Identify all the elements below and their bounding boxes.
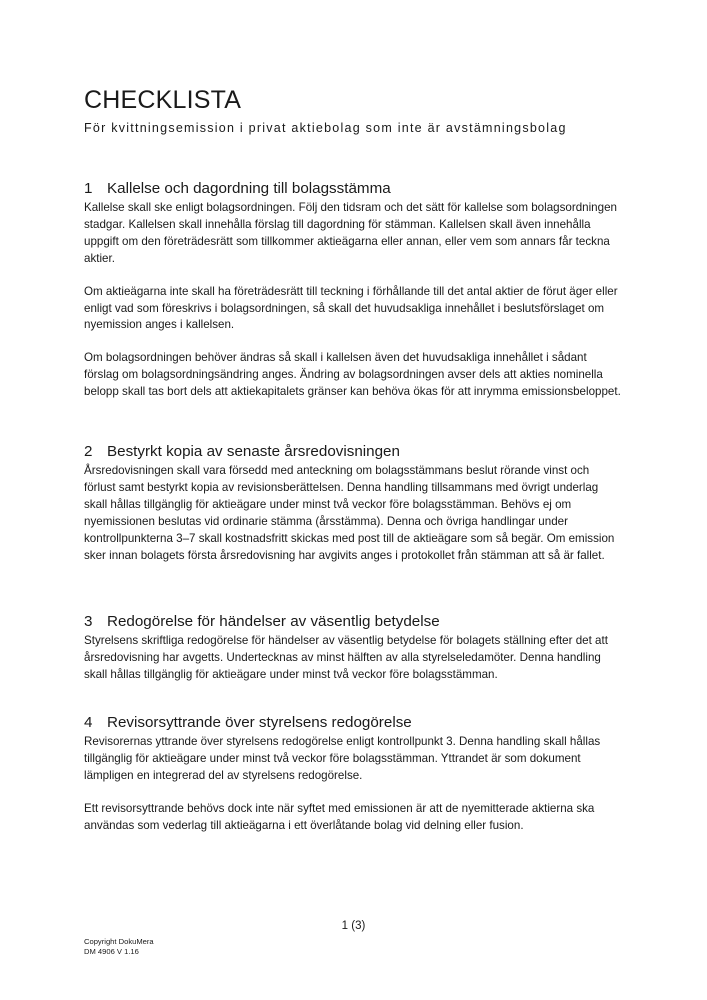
section-title: Revisorsyttrande över styrelsens redogörelse	[107, 714, 412, 731]
section-3	[84, 613, 624, 700]
section-heading	[84, 613, 624, 630]
section-2	[84, 443, 624, 580]
document-id: DM 4906 V 1.16	[84, 947, 139, 956]
document-subtitle: För kvittningsemission i privat aktiebolag som inte är avstämningsbolag	[84, 121, 567, 135]
section-heading	[84, 180, 624, 197]
paragraph: Ett revisorsyttrande behövs dock inte när syftet med emissionen är att de nyemitterade aktierna ska användas som vederlag till aktieägarna i ett överlåtande bolag vid delning eller fusion.	[84, 801, 595, 832]
paragraph: Styrelsens skriftliga redogörelse för händelser av väsentlig betydelse för bolagets ställning efter det att årsredovisning har avgetts. Undertecknas av minst hälften av alla styrelseledamöter. Denna handling skall hållas tillgänglig för aktieägare under minst två veckor före bolagsstämman.	[84, 634, 608, 681]
section-heading	[84, 443, 624, 460]
section-title: Redogörelse för händelser av väsentlig betydelse	[107, 613, 440, 630]
copyright-text: Copyright DokuMera	[84, 937, 154, 946]
paragraph: Om bolagsordningen behöver ändras så skall i kallelsen även det huvudsakliga innehållet i sådant förslag om bolagsordningsändring anges. Ändring av bolagsordningen avser dels att akties nominella belopp skall tas bort dels att aktiekapitalets gränser kan behöva ökas för att inrymma emissionsbeloppet.	[84, 351, 621, 399]
section-heading	[84, 714, 624, 731]
paragraph: Kallelse skall ske enligt bolagsordningen. Följ den tidsram och det sätt för kallelse som bolagsordningen stadgar. Kallelsen skall innehålla förslag till dagordning för stämman. Kallelsen skall även innehålla uppgift om den företrädesrätt som tillkommer aktieägarna eller annan, eller vem som annars får teckna aktier.	[84, 201, 617, 265]
page-number: 1 (3)	[341, 920, 366, 932]
document-title: CHECKLISTA	[84, 86, 242, 114]
section-number: 3	[84, 613, 93, 630]
paragraph: Årsredovisningen skall vara försedd med anteckning om bolagsstämmans beslut rörande vinst och förlust samt bestyrkt kopia av revisionsberättelsen. Denna handling tillsammans med övrigt underlag skall hållas tillgänglig för aktieägare under minst två veckor före bolagsstämman. Behövs ej om nyemissionen beslutas vid ordinarie stämma (årsstämma). Denna och övriga handlingar under kontrollpunkterna 3–7 skall kostnadsfritt skickas med post till de aktieägare som så begär. Om emission sker innan bolagets första årsredovisning har avgivits anges i protokollet från stämman att så är fallet.	[84, 464, 615, 562]
section-title: Kallelse och dagordning till bolagsstämma	[107, 180, 391, 197]
paragraph: Om aktieägarna inte skall ha företrädesrätt till teckning i förhållande till det antal aktier de förut äger eller enligt vad som föreskrivs i bolagsordningen, så skall det huvudsakliga innehållet i beslutsförslaget om nyemission anges i kallelsen.	[84, 284, 618, 332]
section-1	[84, 180, 624, 417]
section-4	[84, 714, 624, 851]
footer	[84, 937, 154, 957]
section-number: 2	[84, 443, 93, 460]
paragraph: Revisorernas yttrande över styrelsens redogörelse enligt kontrollpunkt 3. Denna handling skall hållas tillgänglig för aktieägare under minst två veckor före bolagsstämman. Yttrandet är som dokument lämpligen en integrerad del av styrelsens redogörelse.	[84, 735, 601, 782]
section-title: Bestyrkt kopia av senaste årsredovisningen	[107, 443, 400, 460]
section-number: 1	[84, 180, 93, 197]
section-number: 4	[84, 714, 93, 731]
